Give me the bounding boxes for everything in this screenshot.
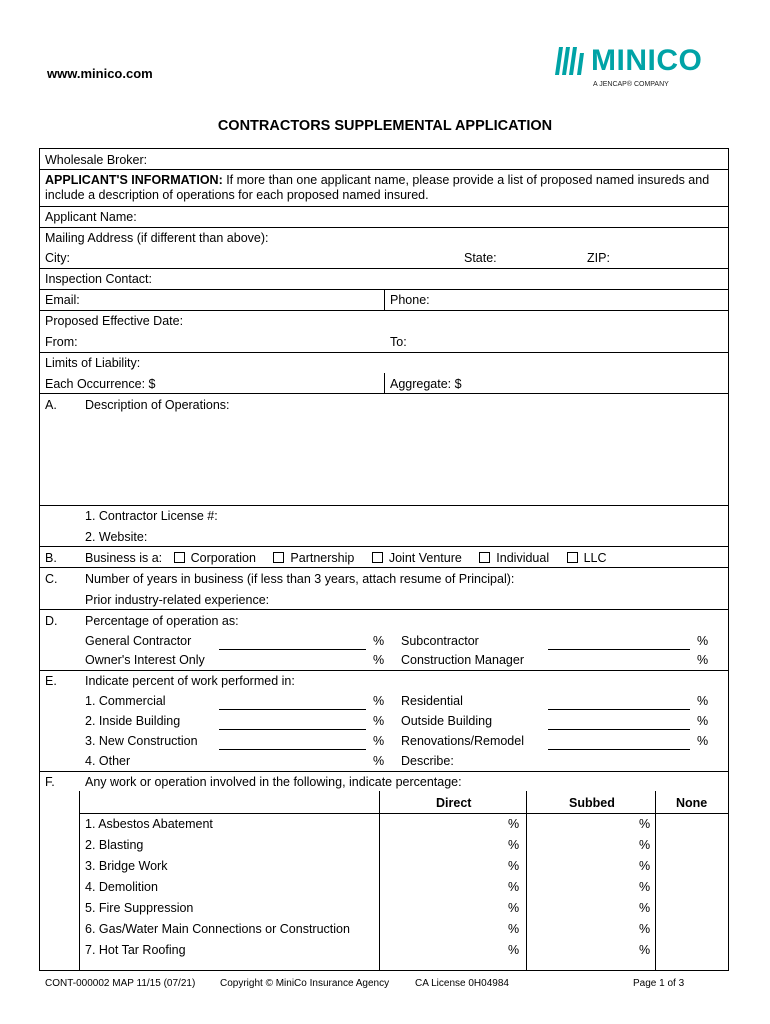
prior-experience-label: Prior industry-related experience: — [85, 593, 270, 607]
section-e-letter: E. — [45, 674, 57, 688]
footer-license: CA License 0H04984 — [415, 978, 509, 989]
logo-tagline: A JENCAP® COMPANY — [593, 81, 669, 88]
each-occurrence-label: Each Occurrence: $ — [45, 377, 156, 391]
footer-copyright: Copyright © MiniCo Insurance Agency — [220, 978, 390, 989]
work-involved-label: Any work or operation involved in the following, indicate percentage: — [85, 775, 462, 789]
minico-logo — [553, 44, 703, 88]
pct-sign: % — [697, 634, 709, 648]
logo-text: MINICO — [591, 44, 703, 77]
hazard-row-label: 5. Fire Suppression — [85, 901, 194, 915]
pct-sign: % — [697, 694, 709, 708]
pct-sign: % — [373, 754, 385, 768]
hazard-row-label: 3. Bridge Work — [85, 859, 168, 873]
contractor-license-label: 1. Contractor License #: — [85, 509, 218, 523]
subbed-pct: % — [639, 943, 651, 957]
residential-label: Residential — [401, 694, 463, 708]
section-d-letter: D. — [45, 614, 58, 628]
direct-pct: % — [508, 859, 520, 873]
website-label: 2. Website: — [85, 530, 148, 544]
direct-pct: % — [508, 817, 520, 831]
other-label: 4. Other — [85, 754, 131, 768]
option-partnership[interactable]: Partnership — [273, 551, 354, 565]
city-label: City: — [45, 251, 70, 265]
direct-pct: % — [508, 880, 520, 894]
hazard-row-label: 4. Demolition — [85, 880, 158, 894]
subbed-pct: % — [639, 922, 651, 936]
pct-sign: % — [697, 714, 709, 728]
direct-pct: % — [508, 943, 520, 957]
applicant-info-text: If more than one applicant name, please provide a list of proposed named insureds and — [222, 173, 710, 187]
checkbox-joint-venture[interactable] — [372, 552, 383, 563]
option-llc[interactable]: LLC — [567, 551, 607, 565]
col-subbed-header: Subbed — [569, 796, 615, 810]
direct-pct: % — [508, 922, 520, 936]
commercial-input[interactable] — [219, 709, 366, 710]
subbed-pct: % — [639, 817, 651, 831]
hazard-row-label: 6. Gas/Water Main Connections or Construction — [85, 922, 350, 936]
email-label: Email: — [45, 293, 80, 307]
years-in-business-label: Number of years in business (if less than 3 years, attach resume of Principal): — [85, 572, 515, 586]
inside-building-label: 2. Inside Building — [85, 714, 181, 728]
col-none-header: None — [676, 796, 708, 810]
proposed-effective-date-label: Proposed Effective Date: — [45, 314, 184, 328]
hazard-row-label: 1. Asbestos Abatement — [85, 817, 213, 831]
col-direct-header: Direct — [436, 796, 472, 810]
hazard-row-label: 2. Blasting — [85, 838, 144, 852]
footer-page-number: Page 1 of 3 — [633, 978, 685, 989]
section-b-letter: B. — [45, 551, 57, 565]
from-label: From: — [45, 335, 78, 349]
pct-sign: % — [373, 634, 385, 648]
subbed-pct: % — [639, 838, 651, 852]
checkbox-partnership[interactable] — [273, 552, 284, 563]
section-c-letter: C. — [45, 572, 58, 586]
limits-label: Limits of Liability: — [45, 356, 141, 370]
business-type-label: Business is a: — [85, 551, 163, 565]
mailing-address-label: Mailing Address (if different than above): — [45, 231, 269, 245]
option-individual[interactable]: Individual — [479, 551, 549, 565]
inspection-contact-label: Inspection Contact: — [45, 272, 153, 286]
checkbox-individual[interactable] — [479, 552, 490, 563]
option-joint-venture[interactable]: Joint Venture — [372, 551, 462, 565]
direct-pct: % — [508, 838, 520, 852]
section-a-letter: A. — [45, 398, 57, 412]
percent-work-label: Indicate percent of work performed in: — [85, 674, 295, 688]
percentage-operation-label: Percentage of operation as: — [85, 614, 239, 628]
pct-sign: % — [373, 714, 385, 728]
outside-building-input[interactable] — [548, 729, 690, 730]
describe-label: Describe: — [401, 754, 454, 768]
state-label: State: — [464, 251, 497, 265]
direct-pct: % — [508, 901, 520, 915]
phone-label: Phone: — [390, 293, 430, 307]
applicant-info-line1 — [45, 173, 709, 187]
section-f-letter: F. — [45, 775, 55, 789]
wholesale-broker-label: Wholesale Broker: — [45, 153, 148, 167]
outside-building-label: Outside Building — [401, 714, 493, 728]
pct-sign: % — [697, 734, 709, 748]
general-contractor-input[interactable] — [219, 649, 366, 650]
general-contractor-label: General Contractor — [85, 634, 192, 648]
pct-sign: % — [697, 653, 709, 667]
description-of-operations-label: Description of Operations: — [85, 398, 230, 412]
owners-interest-label: Owner's Interest Only — [85, 653, 205, 667]
new-construction-label: 3. New Construction — [85, 734, 198, 748]
checkbox-llc[interactable] — [567, 552, 578, 563]
subbed-pct: % — [639, 859, 651, 873]
inside-building-input[interactable] — [219, 729, 366, 730]
pct-sign: % — [373, 653, 385, 667]
construction-manager-label: Construction Manager — [401, 653, 524, 667]
residential-input[interactable] — [548, 709, 690, 710]
applicant-name-label: Applicant Name: — [45, 210, 137, 224]
new-construction-input[interactable] — [219, 749, 366, 750]
aggregate-label: Aggregate: $ — [390, 377, 462, 391]
commercial-label: 1. Commercial — [85, 694, 166, 708]
business-type-row — [85, 551, 621, 565]
hazard-row-label: 7. Hot Tar Roofing — [85, 943, 186, 957]
logo-mark-icon — [553, 45, 593, 77]
subbed-pct: % — [639, 901, 651, 915]
to-label: To: — [390, 335, 407, 349]
applicant-info-line2: include a description of operations for each proposed named insured. — [45, 188, 429, 202]
option-corporation[interactable]: Corporation — [174, 551, 256, 565]
subcontractor-label: Subcontractor — [401, 634, 479, 648]
renovations-label: Renovations/Remodel — [401, 734, 524, 748]
page-title: CONTRACTORS SUPPLEMENTAL APPLICATION — [217, 118, 553, 134]
subcontractor-input[interactable] — [548, 649, 690, 650]
website-link[interactable]: www.minico.com — [47, 66, 153, 81]
checkbox-corporation[interactable] — [174, 552, 185, 563]
pct-sign: % — [373, 734, 385, 748]
pct-sign: % — [373, 694, 385, 708]
footer-form-id: CONT-000002 MAP 11/15 (07/21) — [45, 978, 196, 989]
applicant-info-label: APPLICANT'S INFORMATION: — [45, 173, 223, 187]
zip-label: ZIP: — [587, 251, 610, 265]
renovations-input[interactable] — [548, 749, 690, 750]
subbed-pct: % — [639, 880, 651, 894]
